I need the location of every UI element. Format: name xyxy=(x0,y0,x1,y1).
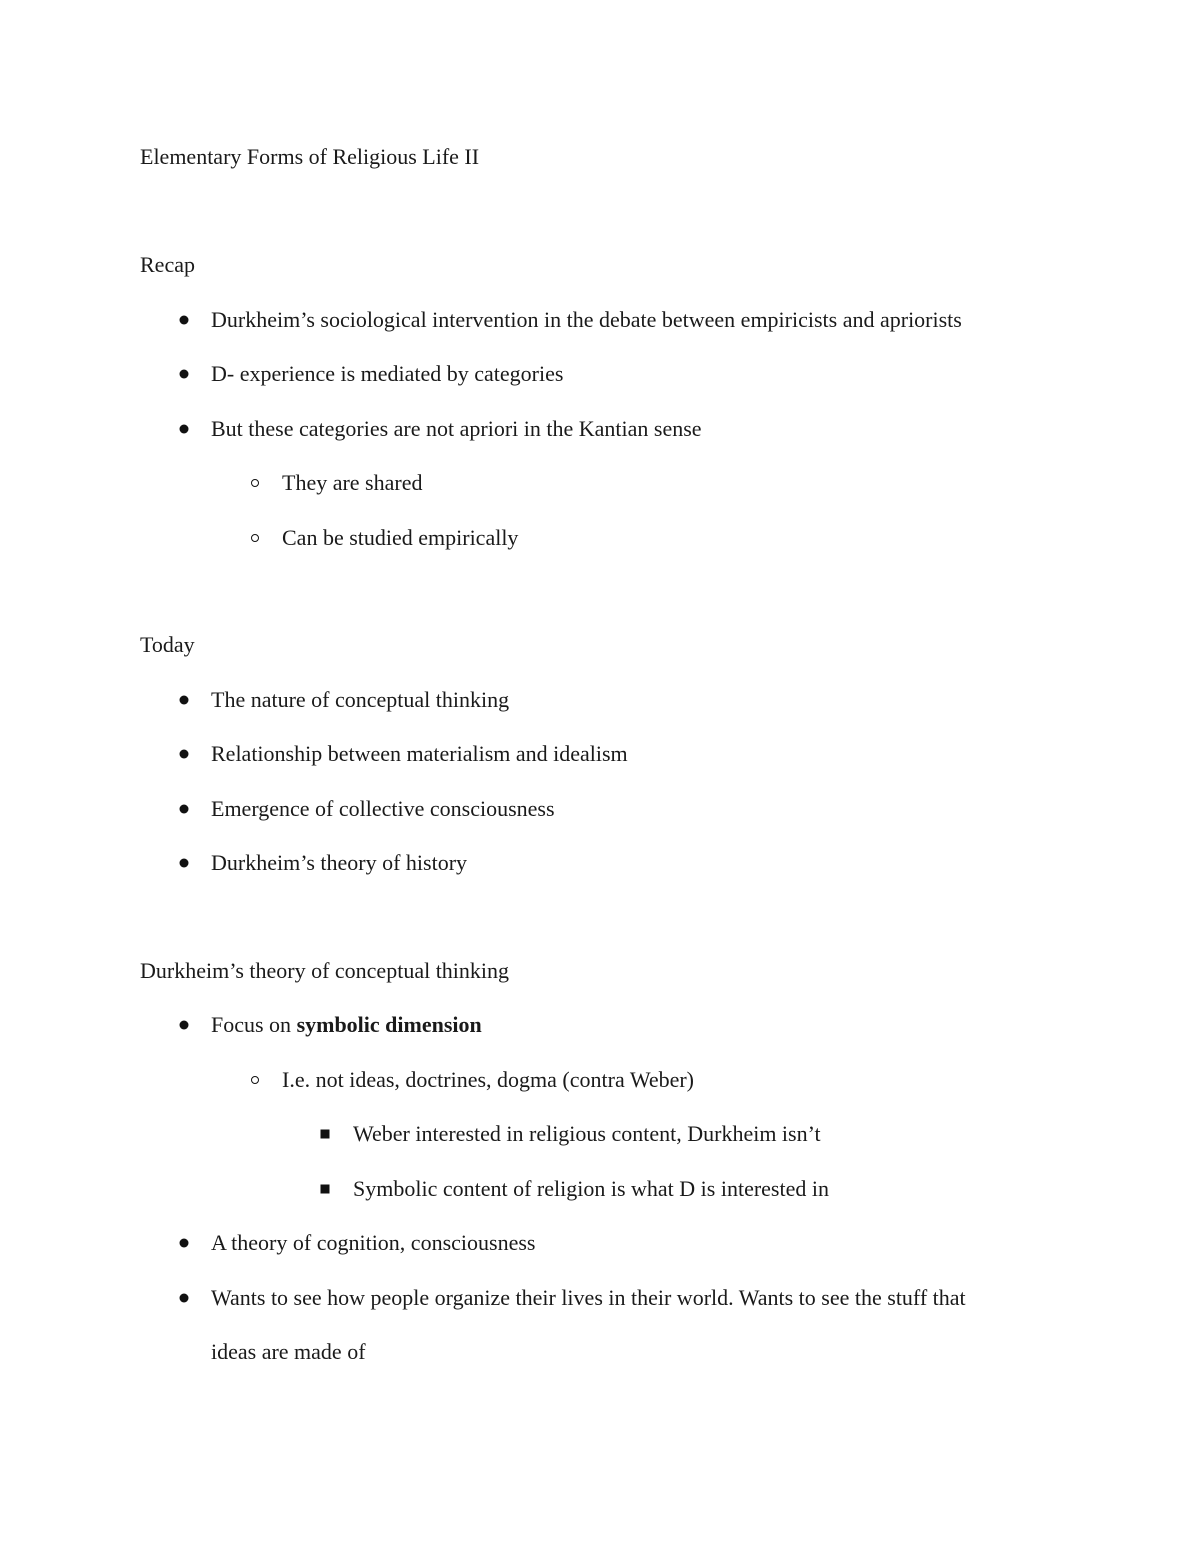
bullet-dot-icon xyxy=(180,805,189,814)
document-title: Elementary Forms of Religious Life II xyxy=(140,144,480,169)
focus-bold-text: symbolic dimension xyxy=(296,1012,482,1037)
bullet-dot-icon xyxy=(180,750,189,759)
recap-item: But these categories are not apriori in the Kantian sense xyxy=(211,416,702,441)
bullet-dot-icon xyxy=(180,1239,189,1248)
recap-subitem: Can be studied empirically xyxy=(282,525,519,550)
today-item: Durkheim’s theory of history xyxy=(211,850,468,875)
focus-prefix: Focus on xyxy=(211,1012,297,1037)
recap-heading: Recap xyxy=(140,252,195,277)
bullet-dot-icon xyxy=(180,1021,189,1030)
bullet-dot-icon xyxy=(180,316,189,325)
conceptual-focus-item xyxy=(211,1014,482,1036)
recap-subitem: They are shared xyxy=(282,470,423,495)
recap-item: D- experience is mediated by categories xyxy=(211,361,564,386)
bullet-square-icon xyxy=(321,1185,330,1194)
conceptual-heading: Durkheim’s theory of conceptual thinking xyxy=(140,958,510,983)
recap-item: Durkheim’s sociological intervention in the debate between empiricists and apriorists xyxy=(211,307,962,332)
bullet-dot-icon xyxy=(180,425,189,434)
conceptual-subitem: I.e. not ideas, doctrines, dogma (contra Weber) xyxy=(282,1067,695,1092)
bullet-circle-icon xyxy=(251,1076,259,1084)
bullet-square-icon xyxy=(321,1130,330,1139)
today-heading: Today xyxy=(140,632,195,657)
bullet-circle-icon xyxy=(251,534,259,542)
today-item: The nature of conceptual thinking xyxy=(211,687,510,712)
conceptual-item: Wants to see how people organize their lives in their world. Wants to see the stuff that xyxy=(211,1285,966,1310)
bullet-dot-icon xyxy=(180,859,189,868)
today-item: Emergence of collective consciousness xyxy=(211,796,555,821)
bullet-dot-icon xyxy=(180,370,189,379)
conceptual-item: A theory of cognition, consciousness xyxy=(211,1230,536,1255)
conceptual-subsubitem: Weber interested in religious content, Durkheim isn’t xyxy=(353,1121,821,1146)
conceptual-item-continuation: ideas are made of xyxy=(211,1339,366,1364)
bullet-circle-icon xyxy=(251,479,259,487)
bullet-dot-icon xyxy=(180,1294,189,1303)
conceptual-subsubitem: Symbolic content of religion is what D is interested in xyxy=(353,1176,829,1201)
bullet-dot-icon xyxy=(180,696,189,705)
today-item: Relationship between materialism and idealism xyxy=(211,741,628,766)
